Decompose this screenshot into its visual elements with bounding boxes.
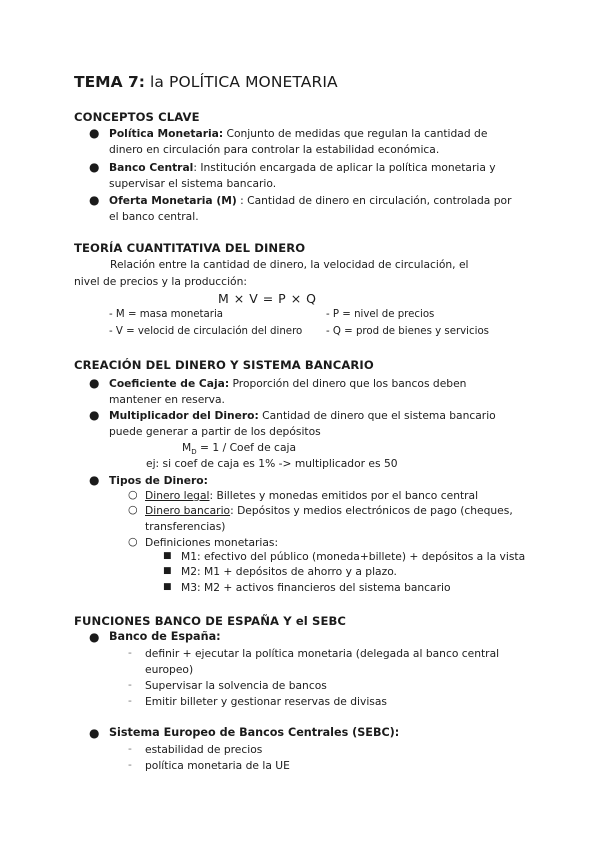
square-bullet-icon: ■ <box>163 566 172 576</box>
title-rest: la POLÍTICA MONETARIA <box>144 73 338 91</box>
sub-item: Dinero bancario: Depósitos y medios electrónicos de pago (cheques, <box>145 504 513 517</box>
sub-item: definir + ejecutar la política monetaria (delegada al banco central <box>145 647 500 660</box>
section-heading-creacion: CREACIÓN DEL DINERO Y SISTEMA BANCARIO <box>74 358 374 372</box>
list-item-cont: dinero en circulación para controlar la estabilidad económica. <box>109 143 440 156</box>
sub-item: Emitir billeter y gestionar reservas de divisas <box>145 695 387 708</box>
circle-bullet-icon: ○ <box>128 488 138 501</box>
quantity-theory-formula: M × V = P × Q <box>218 291 317 306</box>
title-bold: TEMA 7: <box>74 73 145 91</box>
variable-definition: - Q = prod de bienes y servicios <box>326 326 489 337</box>
list-item: Tipos de Dinero: <box>109 474 208 487</box>
list-item: Coeficiente de Caja: Proporción del dinero que los bancos deben <box>109 377 467 390</box>
document-title <box>74 73 338 91</box>
sub-item: estabilidad de precios <box>145 743 263 756</box>
sub-sub-item: M3: M2 + activos financieros del sistema bancario <box>181 581 451 594</box>
bullet-icon: ● <box>89 473 100 487</box>
circle-bullet-icon: ○ <box>128 535 138 548</box>
sub-item-cont: europeo) <box>145 663 194 676</box>
bullet-icon: ● <box>89 726 100 740</box>
square-bullet-icon: ■ <box>163 551 172 561</box>
multiplier-example: ej: si coef de caja es 1% -> multiplicador es 50 <box>146 457 398 470</box>
bullet-icon: ● <box>89 193 100 207</box>
square-bullet-icon: ■ <box>163 582 172 592</box>
dash-bullet-icon: - <box>128 758 132 771</box>
multiplier-formula: $M_D = 1$ / Coef de caja <box>182 441 297 457</box>
circle-bullet-icon: ○ <box>128 503 138 516</box>
bullet-icon: ● <box>89 126 100 140</box>
sub-sub-item: M2: M1 + depósitos de ahorro y a plazo. <box>181 565 397 578</box>
sub-item: Supervisar la solvencia de bancos <box>145 679 327 692</box>
sub-item-cont: transferencias) <box>145 520 226 533</box>
section-heading-teoria: TEORÍA CUANTITATIVA DEL DINERO <box>74 241 306 255</box>
dash-bullet-icon: - <box>128 742 132 755</box>
sub-item: política monetaria de la UE <box>145 759 290 772</box>
list-item-cont: puede generar a partir de los depósitos <box>109 425 321 438</box>
variable-definition: - M = masa monetaria <box>109 309 224 320</box>
dash-bullet-icon: - <box>128 646 132 659</box>
sub-item: Definiciones monetarias: <box>145 536 279 549</box>
paragraph-line: nivel de precios y la producción: <box>74 275 247 288</box>
variable-definition: - P = nivel de precios <box>326 309 435 320</box>
list-item: Banco Central: Institución encargada de aplicar la política monetaria y <box>109 161 496 174</box>
list-item-cont: supervisar el sistema bancario. <box>109 177 277 190</box>
bullet-icon: ● <box>89 160 100 174</box>
list-item: Política Monetaria: Conjunto de medidas que regulan la cantidad de <box>109 127 488 140</box>
list-item: Oferta Monetaria (M) : Cantidad de dinero en circulación, controlada por <box>109 194 512 207</box>
dash-bullet-icon: - <box>128 678 132 691</box>
sub-sub-item: M1: efectivo del público (moneda+billete) + depósitos a la vista <box>181 550 526 563</box>
bullet-icon: ● <box>89 630 100 644</box>
list-item: Multiplicador del Dinero: Cantidad de dinero que el sistema bancario <box>109 409 496 422</box>
list-item-cont: el banco central. <box>109 210 199 223</box>
bullet-icon: ● <box>89 376 100 390</box>
section-heading-funciones: FUNCIONES BANCO DE ESPAÑA Y el SEBC <box>74 614 347 628</box>
paragraph-line: Relación entre la cantidad de dinero, la velocidad de circulación, el <box>110 258 469 271</box>
bullet-icon: ● <box>89 408 100 422</box>
section-heading-conceptos: CONCEPTOS CLAVE <box>74 110 200 124</box>
list-item-cont: mantener en reserva. <box>109 393 225 406</box>
sub-item: Dinero legal: Billetes y monedas emitidos por el banco central <box>145 489 479 502</box>
variable-definition: - V = velocid de circulación del dinero <box>109 326 303 337</box>
list-item: Banco de España: <box>109 630 221 643</box>
dash-bullet-icon: - <box>128 694 132 707</box>
list-item: Sistema Europeo de Bancos Centrales (SEBC): <box>109 726 400 739</box>
